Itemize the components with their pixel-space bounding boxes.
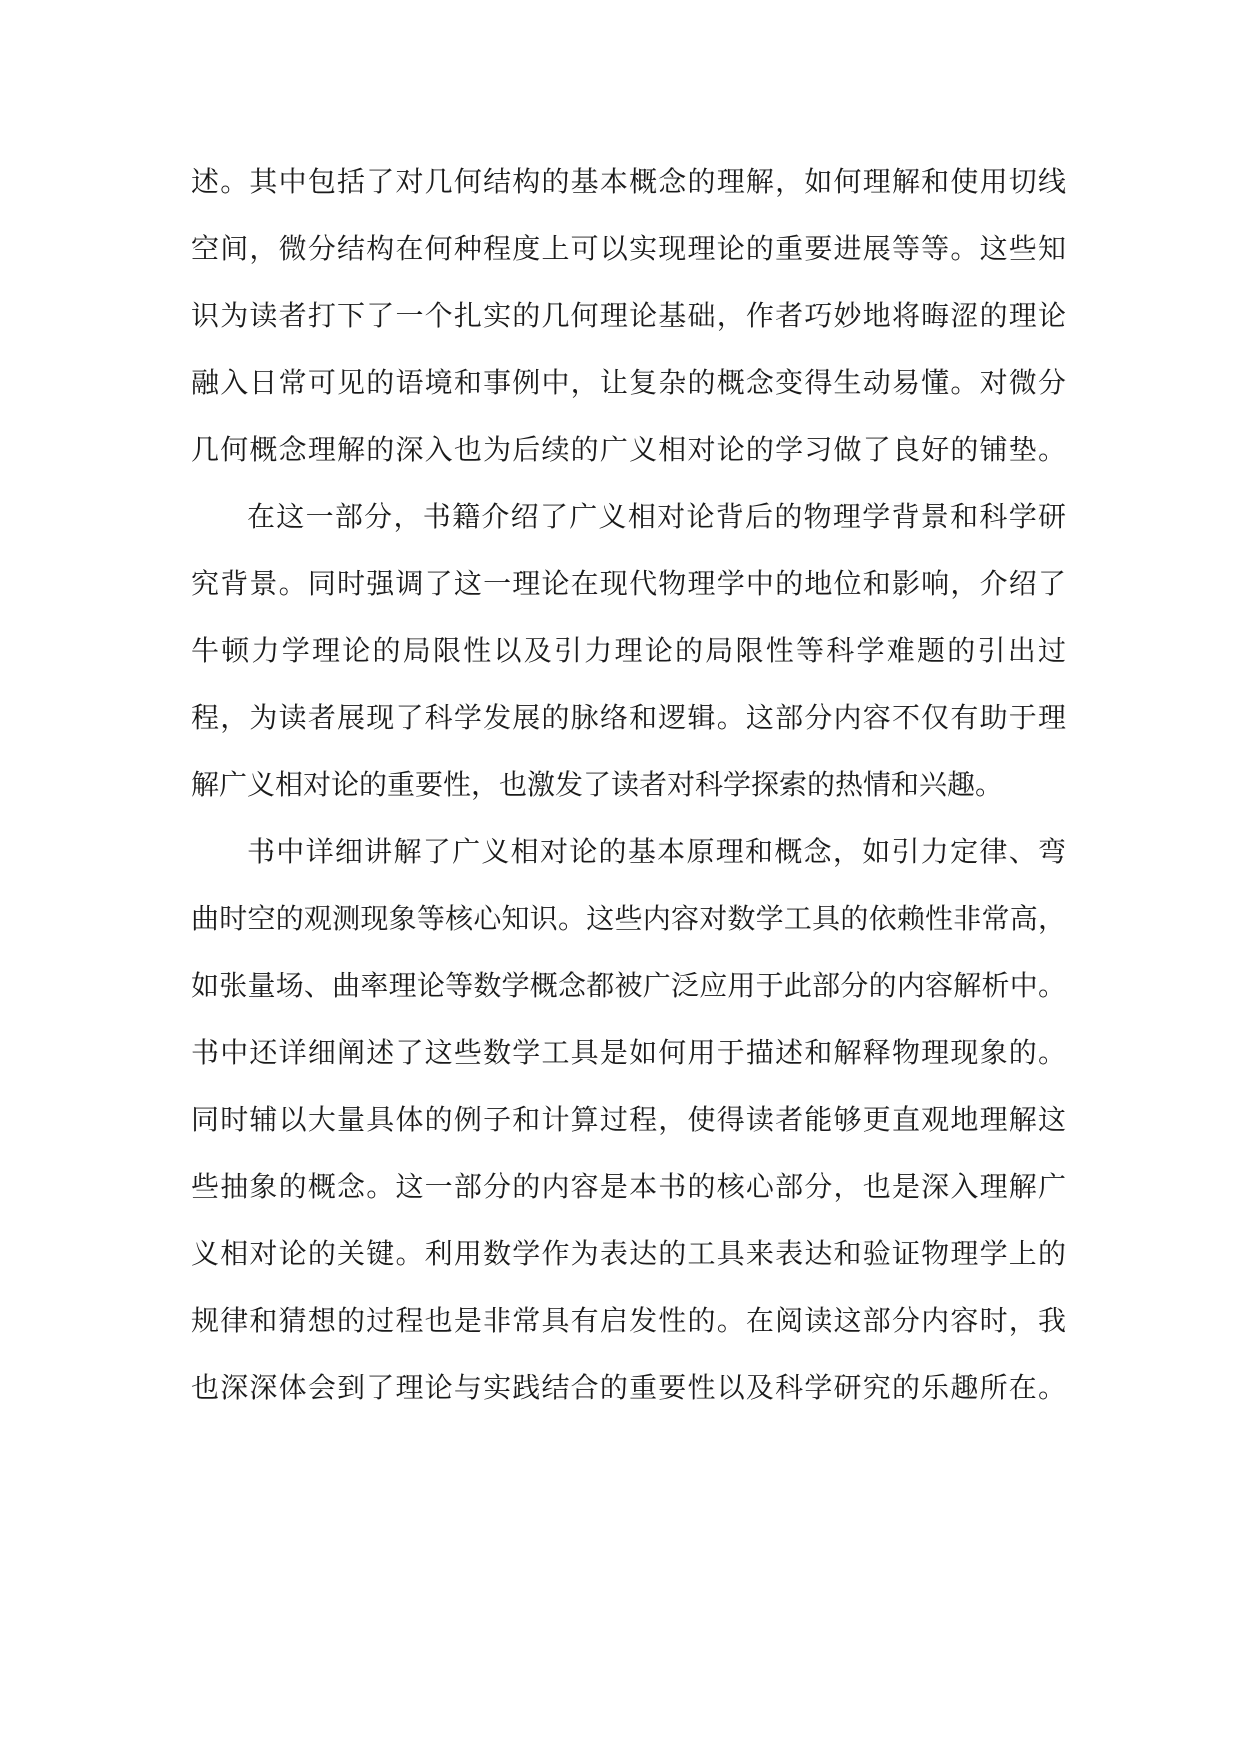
text-line: 解广义相对论的重要性，也激发了读者对科学探索的热情和兴趣。 xyxy=(191,768,1004,801)
text-line: 牛顿力学理论的局限性以及引力理论的局限性等科学难题的引出过 xyxy=(191,634,1066,667)
text-line: 在这一部分，书籍介绍了广义相对论背后的物理学背景和科学研 xyxy=(247,500,1066,533)
text-line: 融入日常可见的语境和事例中，让复杂的概念变得生动易懂。对微分 xyxy=(191,366,1066,399)
text-line: 程，为读者展现了科学发展的脉络和逻辑。这部分内容不仅有助于理 xyxy=(191,701,1066,734)
text-line: 述。其中包括了对几何结构的基本概念的理解，如何理解和使用切线 xyxy=(191,165,1066,198)
text-line: 如张量场、曲率理论等数学概念都被广泛应用于此部分的内容解析中。 xyxy=(191,969,1066,1002)
text-line: 几何概念理解的深入也为后续的广义相对论的学习做了良好的铺垫。 xyxy=(191,433,1066,466)
text-line: 书中详细讲解了广义相对论的基本原理和概念，如引力定律、弯 xyxy=(247,835,1066,868)
text-line: 同时辅以大量具体的例子和计算过程，使得读者能够更直观地理解这 xyxy=(191,1103,1066,1136)
text-line: 规律和猜想的过程也是非常具有启发性的。在阅读这部分内容时，我 xyxy=(191,1304,1066,1337)
text-line: 识为读者打下了一个扎实的几何理论基础，作者巧妙地将晦涩的理论 xyxy=(191,299,1066,332)
text-line: 些抽象的概念。这一部分的内容是本书的核心部分，也是深入理解广 xyxy=(191,1170,1066,1203)
text-line: 空间，微分结构在何种程度上可以实现理论的重要进展等等。这些知 xyxy=(191,232,1066,265)
text-line: 也深深体会到了理论与实践结合的重要性以及科学研究的乐趣所在。 xyxy=(191,1371,1066,1404)
text-line: 书中还详细阐述了这些数学工具是如何用于描述和解释物理现象的。 xyxy=(191,1036,1066,1069)
text-line: 义相对论的关键。利用数学作为表达的工具来表达和验证物理学上的 xyxy=(191,1237,1066,1270)
text-line: 究背景。同时强调了这一理论在现代物理学中的地位和影响，介绍了 xyxy=(191,567,1066,600)
text-line: 曲时空的观测现象等核心知识。这些内容对数学工具的依赖性非常高， xyxy=(191,902,1066,935)
body-text xyxy=(191,148,1066,1421)
